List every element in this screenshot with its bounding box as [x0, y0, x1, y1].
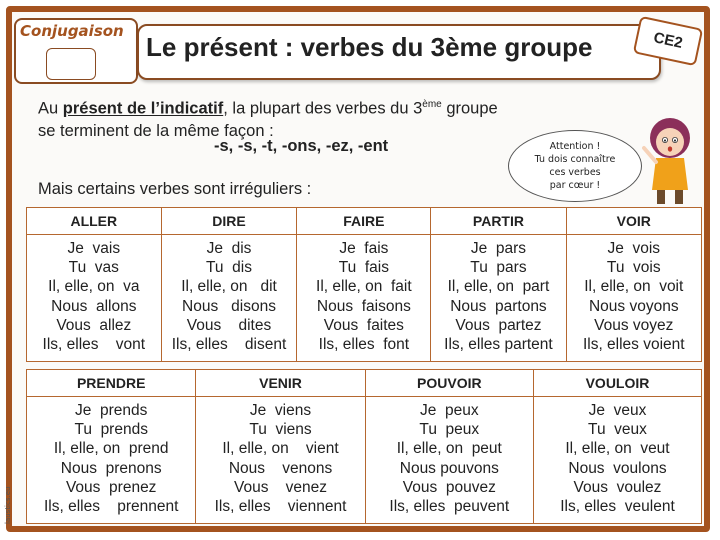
verb-form: Tu veux [588, 421, 647, 439]
verb-form: Il, elle, on part [447, 278, 550, 296]
bubble-line: par cœur ! [549, 180, 601, 191]
verb-form: Il, elle, on va [48, 278, 140, 296]
intro-part1: Au [38, 99, 63, 118]
verb-form: Ils, elles veulent [560, 498, 675, 516]
verb-form: Ils, elles viennent [214, 498, 347, 516]
verb-form: Je pars [470, 240, 527, 257]
verb-form: Je viens [249, 402, 312, 419]
verb-form: Ils, elles font [318, 336, 410, 354]
verb-form: Vous partez [455, 316, 542, 334]
verb-cell [27, 235, 162, 362]
verb-form: Il, elle, on dit [181, 278, 277, 296]
verb-form: Vous dites [186, 316, 272, 334]
intro-bold: présent de l’indicatif [62, 99, 224, 118]
verb-table-2 [26, 369, 702, 524]
verb-form: Vous pouvez [402, 478, 496, 496]
verb-form: Nous voyons [588, 297, 679, 315]
verb-form: Je veux [588, 402, 647, 419]
verb-header: VENIR [196, 370, 365, 397]
verb-form: Je peux [420, 402, 479, 419]
verb-form: Ils, elles voient [582, 336, 685, 354]
intro-text [38, 94, 498, 142]
verb-form: Nous pouvons [399, 459, 499, 477]
verb-form: Nous allons [51, 297, 137, 315]
verb-header: POUVOIR [365, 370, 533, 397]
verb-form: Nous voulons [568, 459, 667, 477]
verb-form: Ils, elles vont [42, 336, 146, 354]
bubble-line: Attention ! [549, 141, 601, 152]
verb-form: Nous venons [228, 459, 333, 477]
verb-header: VOULOIR [533, 370, 701, 397]
page-title: Le présent : verbes du 3ème groupe [146, 32, 593, 62]
verb-form: Ils, elles disent [171, 336, 287, 354]
verb-form: Vous voyez [594, 316, 674, 334]
intro-sup: ème [422, 99, 442, 110]
level-badge: CE2 [633, 16, 704, 66]
verb-form: Nous disons [182, 297, 276, 315]
verb-form: Tu viens [249, 421, 312, 439]
verb-cell [365, 397, 533, 524]
verb-form: Vous venez [233, 478, 328, 496]
verb-form: Je dis [206, 240, 252, 257]
verb-form: Nous prenons [60, 459, 162, 477]
verb-form: Je prends [75, 402, 148, 419]
verb-form: Tu fais [338, 259, 389, 277]
verb-cell [161, 235, 297, 362]
table-header-row [27, 208, 702, 235]
verb-header: ALLER [27, 208, 162, 235]
verb-form: Je vois [607, 240, 661, 257]
speech-bubble [508, 130, 642, 202]
verb-cell [431, 235, 566, 362]
verb-form: Il, elle, on fait [316, 278, 412, 296]
verb-header: DIRE [161, 208, 297, 235]
verb-cell [297, 235, 431, 362]
section-tab-box [46, 48, 96, 80]
verb-form: Vous voulez [573, 478, 662, 496]
verb-form: Tu vas [68, 259, 119, 277]
irregular-intro: Mais certains verbes sont irréguliers : [38, 180, 312, 198]
verb-form: Je fais [339, 240, 389, 257]
verb-header: VOIR [566, 208, 701, 235]
verb-form: Vous prenez [65, 478, 157, 496]
verb-cell [566, 235, 701, 362]
verb-cell [196, 397, 365, 524]
intro-line2: se terminent de la même façon : [38, 121, 274, 140]
verb-form: Tu pars [470, 259, 527, 277]
verb-form: Tu peux [419, 421, 480, 439]
verb-header: FAIRE [297, 208, 431, 235]
verb-form: Ils, elles prennent [43, 498, 179, 516]
bubble-line: Tu dois connaître [534, 154, 616, 165]
section-tab-label: Conjugaison [20, 22, 124, 40]
verb-form: Tu dis [206, 259, 252, 277]
verb-form: Vous allez [56, 316, 132, 334]
intro-part3: groupe [441, 99, 498, 118]
verb-form: Tu vois [606, 259, 661, 277]
table-header-row [27, 370, 702, 397]
verb-form: Ils, elles partent [444, 336, 553, 354]
verb-header: PARTIR [431, 208, 566, 235]
verb-form: Il, elle, on prend [53, 440, 169, 458]
endings-rule: -s, -s, -t, -ons, -ez, -ent [214, 137, 389, 155]
verb-form: Il, elle, on voit [584, 278, 684, 296]
verb-form: Nous partons [450, 297, 547, 315]
verb-form: Vous faites [323, 316, 404, 334]
teacher-character-icon [642, 112, 698, 208]
verb-form: Je vais [67, 240, 121, 257]
intro-part2: , la plupart des verbes du 3 [223, 99, 423, 118]
verb-form: Tu prends [74, 421, 148, 439]
table-row [27, 397, 702, 524]
verb-form: Il, elle, on peut [396, 440, 502, 458]
verb-form: Il, elle, on vient [222, 440, 339, 458]
verb-form: Ils, elles peuvent [389, 498, 510, 516]
bubble-line: ces verbes [549, 167, 601, 178]
verb-cell [27, 397, 196, 524]
verb-table-1 [26, 207, 702, 362]
source-watermark: laustics.eu [4, 486, 12, 524]
table-row [27, 235, 702, 362]
verb-header: PRENDRE [27, 370, 196, 397]
verb-cell [533, 397, 701, 524]
verb-form: Il, elle, on veut [565, 440, 670, 458]
verb-form: Nous faisons [316, 297, 411, 315]
